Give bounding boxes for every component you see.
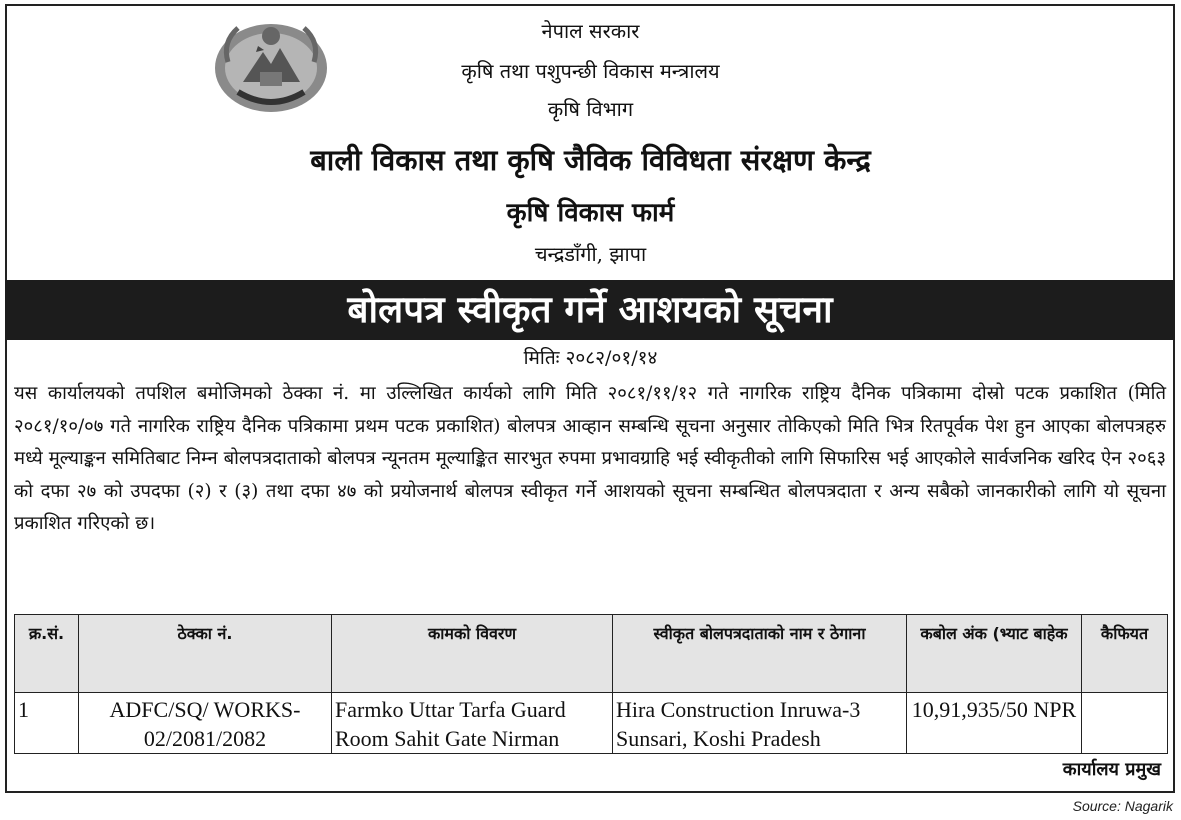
cell-work-description: Farmko Uttar Tarfa Guard Room Sahit Gate Nirman — [332, 693, 613, 754]
table-row — [15, 693, 1168, 754]
notice-date: मितिः २०८२/०१/१४ — [523, 347, 658, 369]
signature-office-chief: कार्यालय प्रमुख — [1062, 759, 1161, 780]
col-header-bid-amount: कबोल अंक (भ्याट बाहेक — [907, 615, 1082, 693]
cell-remarks — [1082, 693, 1168, 754]
office-location: चन्द्रडाँगी, झापा — [534, 242, 647, 266]
cell-bid-amount: 10,91,935/50 NPR — [907, 693, 1082, 754]
col-header-remarks: कैफियत — [1082, 615, 1168, 693]
cell-sn: 1 — [15, 693, 79, 754]
notice-title-banner: बोलपत्र स्वीकृत गर्ने आशयको सूचना — [5, 280, 1175, 340]
col-header-contract-no: ठेक्का नं. — [79, 615, 332, 693]
col-header-work-description: कामको विवरण — [332, 615, 613, 693]
tender-table — [14, 614, 1168, 754]
cell-bidder: Hira Construction Inruwa-3 Sunsari, Koshi Pradesh — [613, 693, 907, 754]
cell-contract-no: ADFC/SQ/ WORKS-02/2081/2082 — [79, 693, 332, 754]
col-header-bidder: स्वीकृत बोलपत्रदाताको नाम र ठेगाना — [613, 615, 907, 693]
source-credit: Source: Nagarik — [1072, 798, 1173, 814]
col-header-sn: क्र.सं. — [15, 615, 79, 693]
department-name: कृषि विभाग — [547, 97, 634, 121]
center-name: बाली विकास तथा कृषि जैविक विविधता संरक्षण केन्द्र — [310, 143, 871, 177]
ministry-name: कृषि तथा पशुपन्छी विकास मन्त्रालय — [461, 59, 720, 83]
notice-body: यस कार्यालयको तपशिल बमोजिमको ठेक्का नं. मा उल्लिखित कार्यको लागि मिति २०८१/११/१२ गते नागरिक राष्ट्रिय दैनिक पत्रिकामा दोस्रो पटक प्रकाशित (मिति २०८१/१०/०७ गते नागरिक राष्ट्रिय दैनिक पत्रिकामा प्रथम पटक प्रकाशित) बोलपत्र आव्हान सम्बन्धि सूचना अनुसार तोकिएको मिति भित्र रितपूर्वक पेश हुन आएका बोलपत्रहरु मध्ये मूल्याङ्कन समितिबाट निम्न बोलपत्रदाताको बोलपत्र न्यूनतम मूल्याङ्कित सारभुत रुपमा प्रभावग्राहि भई स्वीकृतीको लागि सिफारिस भई आएकोले सार्वजनिक खरिद ऐन २०६३ को दफा २७ को उपदफा (२) र (३) तथा दफा ४७ को प्रयोजनार्थ बोलपत्र स्वीकृत गर्ने आशयको सूचना सम्बन्धित बोलपत्रदाता र अन्य सबैको जानकारीको लागि यो सूचना प्रकाशित गरिएको छ। — [14, 383, 1166, 534]
government-name: नेपाल सरकार — [541, 19, 640, 43]
farm-name: कृषि विकास फार्म — [506, 198, 675, 228]
table-header-row — [15, 615, 1168, 693]
